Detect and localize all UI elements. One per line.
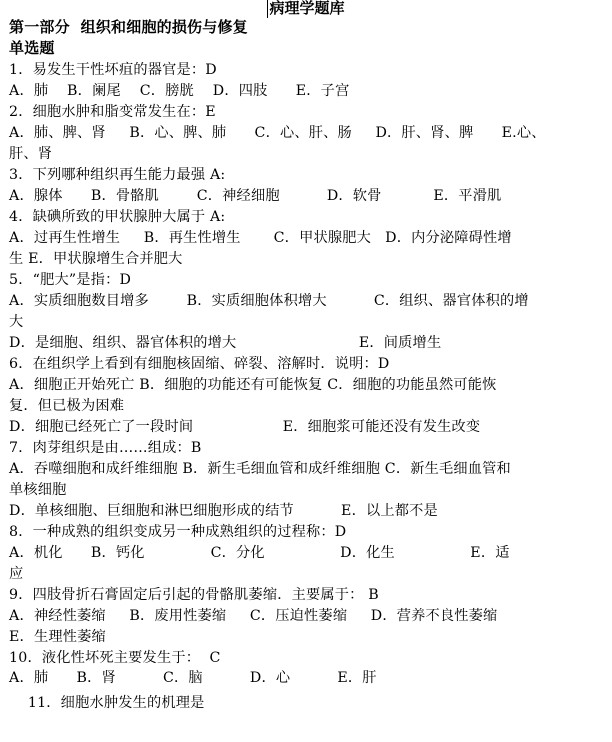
options-line: A．实质细胞数目增多 B．实质细胞体积增大 C．组织、器官体积的增	[9, 293, 529, 309]
options-line: A．吞噬细胞和成纤维细胞 B．新生毛细血管和成纤维细胞 C．新生毛细血管和	[9, 461, 511, 477]
question-line: 3．下列哪种组织再生能力最强 A:	[9, 167, 226, 183]
question-line: 10．液化性坏死主要发生于： C	[9, 650, 221, 666]
options-line: 大	[9, 314, 24, 330]
options-line: 生 E．甲状腺增生合并肥大	[9, 251, 183, 267]
question-line-partial-text: 11．细胞水肿发生的机理是	[27, 695, 205, 711]
options-line: A．肺 B．肾 C．脑 D．心 E．肝	[9, 670, 377, 686]
options-line: A．神经性萎缩 B．废用性萎缩 C．压迫性萎缩 D．营养不良性萎缩	[9, 608, 498, 624]
question-line: 5．“肥大”是指：D	[9, 272, 132, 288]
options-line: A．细胞正开始死亡 B．细胞的功能还有可能恢复 C．细胞的功能虽然可能恢	[9, 377, 497, 393]
question-line: 4．缺碘所致的甲状腺肿大属于 A:	[9, 209, 226, 225]
options-line: A．腺体 B．骨骼肌 C．神经细胞 D．软骨 E．平滑肌	[9, 188, 502, 204]
options-line: D．单核细胞、巨细胞和淋巴细胞形成的结节 E．以上都不是	[9, 503, 438, 519]
question-line: 7．肉芽组织是由……组成：B	[9, 440, 202, 456]
options-line: A．机化 B．钙化 C．分化 D．化生 E．适	[9, 545, 510, 561]
options-line: 肝、肾	[9, 146, 53, 162]
options-line: D．细胞已经死亡了一段时间 E．细胞浆可能还没有发生改变	[9, 419, 481, 435]
options-line: 单核细胞	[9, 482, 67, 498]
question-line: 1．易发生干性坏疽的器官是：D	[9, 62, 217, 78]
options-line: A．肺 B．阑尾 C．膀胱 D．四肢 E．子宫	[9, 83, 350, 99]
options-line: E．生理性萎缩	[9, 629, 106, 645]
options-line: D．是细胞、组织、器官体积的增大 E．间质增生	[9, 335, 442, 351]
question-line: 9．四肢骨折石膏固定后引起的骨骼肌萎缩．主要属于： B	[9, 587, 379, 603]
section-heading: 第一部分 组织和细胞的损伤与修复	[9, 18, 248, 36]
question-line-partial	[9, 682, 205, 711]
question-line: 2．细胞水肿和脂变常发生在：E	[9, 104, 216, 120]
question-line: 8．一种成熟的组织变成另一种成熟组织的过程称：D	[9, 524, 347, 540]
options-line: A．肺、脾、肾 B．心、脾、肺 C．心、肝、肠 D．肝、肾、脾 E.心、	[9, 125, 546, 141]
question-type-heading: 单选题	[9, 39, 55, 57]
options-line: A．过再生性增生 B．再生性增生 C．甲状腺肥大 D．内分泌障碍性增	[9, 230, 512, 246]
options-line: 应	[9, 566, 24, 582]
question-line: 6．在组织学上看到有细胞核固缩、碎裂、溶解时．说明：D	[9, 356, 390, 372]
options-line: 复．但已极为困难	[9, 398, 125, 414]
document-title: 病理学题库	[269, 0, 345, 17]
